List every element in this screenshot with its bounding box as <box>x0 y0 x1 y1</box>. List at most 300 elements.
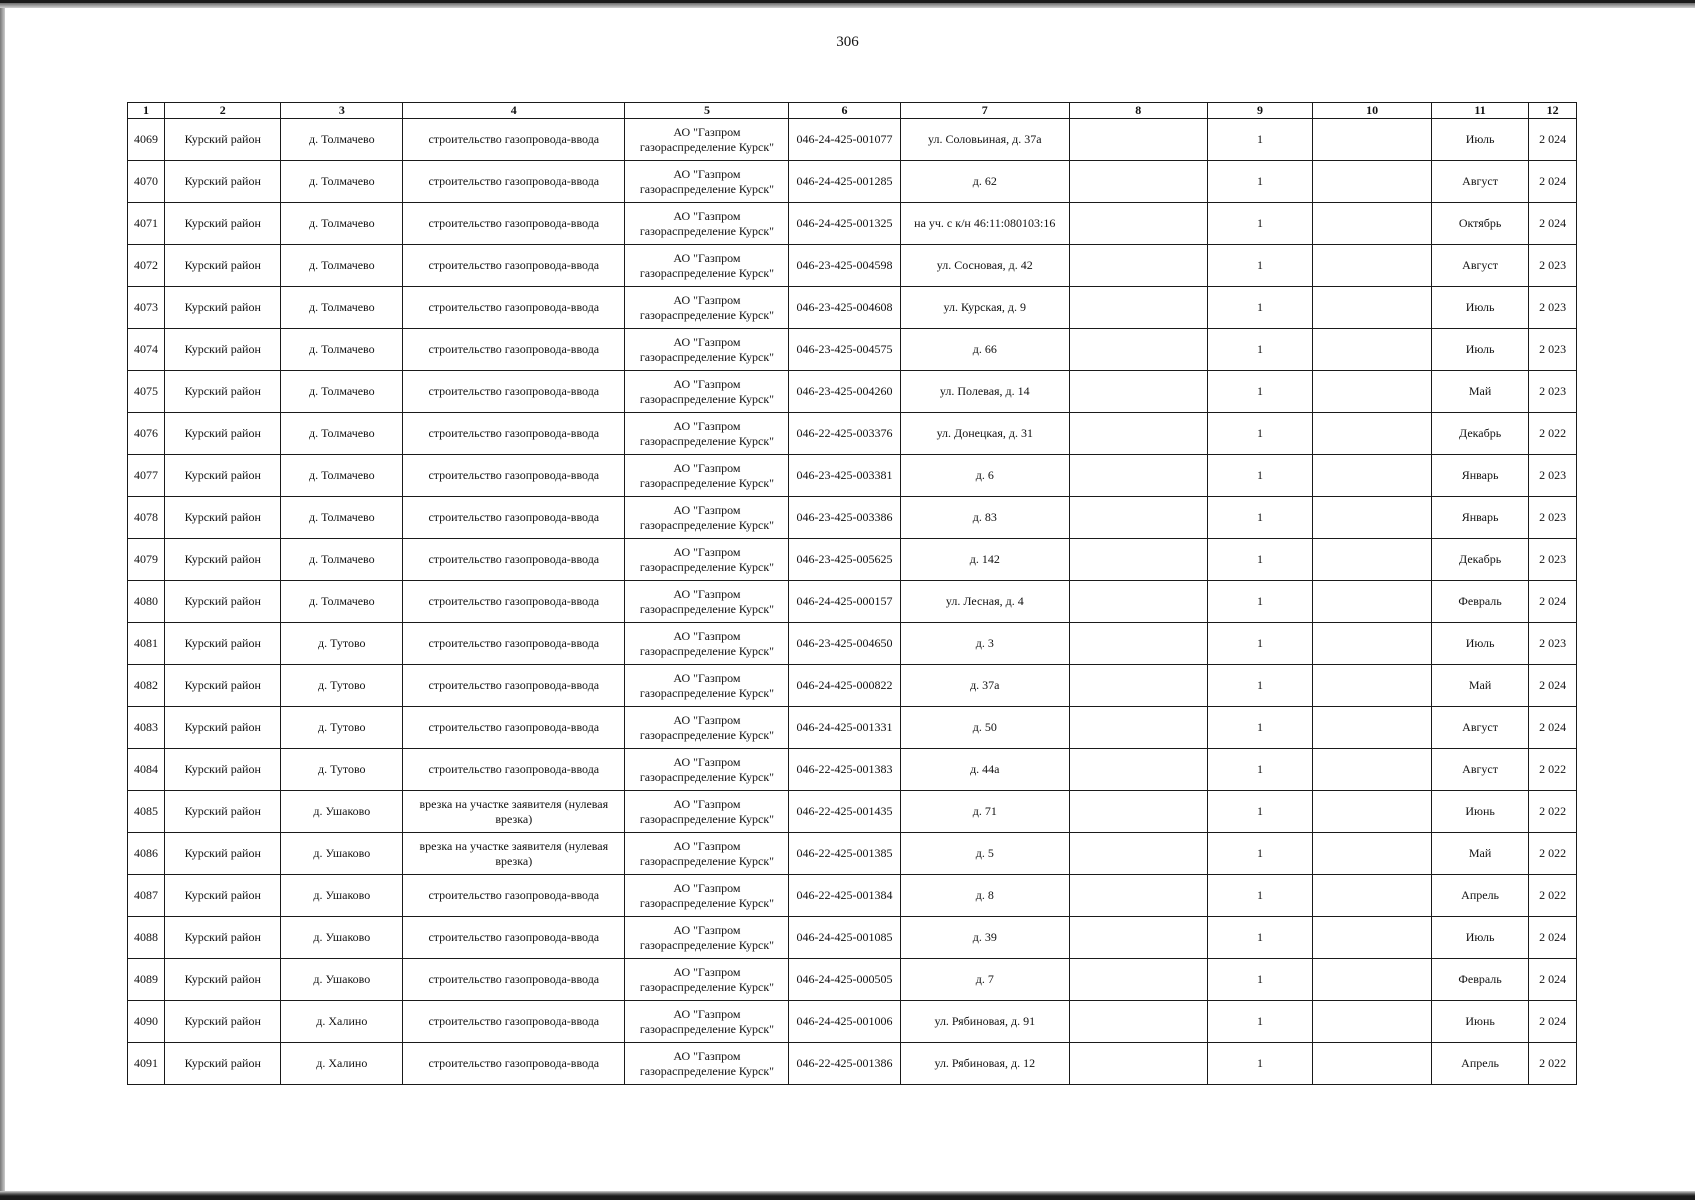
col8-value-cell <box>1069 791 1207 833</box>
application-code-cell: 046-24-425-001331 <box>789 707 900 749</box>
row-number-cell: 4074 <box>128 329 165 371</box>
district-cell: Курский район <box>165 1001 281 1043</box>
district-cell: Курский район <box>165 665 281 707</box>
quantity-cell: 1 <box>1207 791 1313 833</box>
column-header-9: 9 <box>1207 103 1313 119</box>
table-row <box>128 1043 1577 1085</box>
month-cell: Август <box>1431 245 1528 287</box>
address-cell: д. 66 <box>900 329 1069 371</box>
organization-cell: АО "Газпром газораспределение Курск" <box>625 749 789 791</box>
table-row <box>128 413 1577 455</box>
table-row <box>128 497 1577 539</box>
table-body <box>128 119 1577 1085</box>
table-row <box>128 833 1577 875</box>
col10-value-cell <box>1313 875 1432 917</box>
year-cell: 2 024 <box>1529 917 1577 959</box>
scan-edge-bottom <box>0 1191 1695 1200</box>
row-number-cell: 4073 <box>128 287 165 329</box>
row-number-cell: 4071 <box>128 203 165 245</box>
page-number: 306 <box>836 34 859 50</box>
month-cell: Апрель <box>1431 1043 1528 1085</box>
year-cell: 2 022 <box>1529 1043 1577 1085</box>
year-cell: 2 024 <box>1529 959 1577 1001</box>
application-code-cell: 046-24-425-001325 <box>789 203 900 245</box>
quantity-cell: 1 <box>1207 203 1313 245</box>
work-type-cell: строительство газопровода-ввода <box>403 203 625 245</box>
application-code-cell: 046-23-425-004260 <box>789 371 900 413</box>
settlement-cell: д. Толмачево <box>281 497 403 539</box>
work-type-cell: врезка на участке заявителя (нулевая врезка) <box>403 833 625 875</box>
settlement-cell: д. Толмачево <box>281 329 403 371</box>
month-cell: Июль <box>1431 623 1528 665</box>
row-number-cell: 4081 <box>128 623 165 665</box>
year-cell: 2 024 <box>1529 581 1577 623</box>
year-cell: 2 023 <box>1529 539 1577 581</box>
col10-value-cell <box>1313 497 1432 539</box>
organization-cell: АО "Газпром газораспределение Курск" <box>625 245 789 287</box>
year-cell: 2 023 <box>1529 287 1577 329</box>
table-row <box>128 917 1577 959</box>
table-row <box>128 161 1577 203</box>
settlement-cell: д. Толмачево <box>281 581 403 623</box>
row-number-cell: 4085 <box>128 791 165 833</box>
organization-cell: АО "Газпром газораспределение Курск" <box>625 623 789 665</box>
work-type-cell: строительство газопровода-ввода <box>403 749 625 791</box>
col10-value-cell <box>1313 119 1432 161</box>
year-cell: 2 022 <box>1529 749 1577 791</box>
address-cell: ул. Донецкая, д. 31 <box>900 413 1069 455</box>
quantity-cell: 1 <box>1207 959 1313 1001</box>
table-row <box>128 539 1577 581</box>
work-type-cell: строительство газопровода-ввода <box>403 539 625 581</box>
year-cell: 2 023 <box>1529 371 1577 413</box>
col8-value-cell <box>1069 1043 1207 1085</box>
organization-cell: АО "Газпром газораспределение Курск" <box>625 329 789 371</box>
table-row <box>128 245 1577 287</box>
settlement-cell: д. Толмачево <box>281 371 403 413</box>
col10-value-cell <box>1313 329 1432 371</box>
col10-value-cell <box>1313 707 1432 749</box>
application-code-cell: 046-22-425-001383 <box>789 749 900 791</box>
application-code-cell: 046-24-425-001077 <box>789 119 900 161</box>
col10-value-cell <box>1313 539 1432 581</box>
settlement-cell: д. Ушаково <box>281 959 403 1001</box>
table-row <box>128 1001 1577 1043</box>
table-row <box>128 329 1577 371</box>
quantity-cell: 1 <box>1207 707 1313 749</box>
table-row <box>128 119 1577 161</box>
organization-cell: АО "Газпром газораспределение Курск" <box>625 413 789 455</box>
month-cell: Декабрь <box>1431 413 1528 455</box>
col8-value-cell <box>1069 203 1207 245</box>
year-cell: 2 024 <box>1529 707 1577 749</box>
column-header-2: 2 <box>165 103 281 119</box>
header-row <box>128 103 1577 119</box>
month-cell: Февраль <box>1431 959 1528 1001</box>
address-cell: д. 44а <box>900 749 1069 791</box>
col10-value-cell <box>1313 1043 1432 1085</box>
organization-cell: АО "Газпром газораспределение Курск" <box>625 791 789 833</box>
work-type-cell: строительство газопровода-ввода <box>403 371 625 413</box>
work-type-cell: строительство газопровода-ввода <box>403 413 625 455</box>
application-code-cell: 046-23-425-003386 <box>789 497 900 539</box>
application-code-cell: 046-24-425-001006 <box>789 1001 900 1043</box>
row-number-cell: 4084 <box>128 749 165 791</box>
year-cell: 2 022 <box>1529 413 1577 455</box>
year-cell: 2 023 <box>1529 497 1577 539</box>
address-cell: д. 83 <box>900 497 1069 539</box>
col10-value-cell <box>1313 791 1432 833</box>
application-code-cell: 046-23-425-004598 <box>789 245 900 287</box>
table-row <box>128 665 1577 707</box>
work-type-cell: строительство газопровода-ввода <box>403 497 625 539</box>
col10-value-cell <box>1313 623 1432 665</box>
row-number-cell: 4070 <box>128 161 165 203</box>
settlement-cell: д. Толмачево <box>281 455 403 497</box>
application-code-cell: 046-24-425-000505 <box>789 959 900 1001</box>
col8-value-cell <box>1069 119 1207 161</box>
col10-value-cell <box>1313 203 1432 245</box>
month-cell: Июнь <box>1431 791 1528 833</box>
application-code-cell: 046-22-425-001435 <box>789 791 900 833</box>
district-cell: Курский район <box>165 959 281 1001</box>
month-cell: Июль <box>1431 917 1528 959</box>
column-header-4: 4 <box>403 103 625 119</box>
address-cell: ул. Рябиновая, д. 91 <box>900 1001 1069 1043</box>
year-cell: 2 022 <box>1529 875 1577 917</box>
month-cell: Февраль <box>1431 581 1528 623</box>
organization-cell: АО "Газпром газораспределение Курск" <box>625 455 789 497</box>
quantity-cell: 1 <box>1207 329 1313 371</box>
address-cell: д. 142 <box>900 539 1069 581</box>
address-cell: д. 8 <box>900 875 1069 917</box>
col8-value-cell <box>1069 749 1207 791</box>
month-cell: Декабрь <box>1431 539 1528 581</box>
address-cell: д. 6 <box>900 455 1069 497</box>
quantity-cell: 1 <box>1207 371 1313 413</box>
organization-cell: АО "Газпром газораспределение Курск" <box>625 875 789 917</box>
organization-cell: АО "Газпром газораспределение Курск" <box>625 203 789 245</box>
settlement-cell: д. Толмачево <box>281 203 403 245</box>
work-type-cell: строительство газопровода-ввода <box>403 329 625 371</box>
work-type-cell: строительство газопровода-ввода <box>403 287 625 329</box>
month-cell: Июль <box>1431 119 1528 161</box>
row-number-cell: 4091 <box>128 1043 165 1085</box>
settlement-cell: д. Ушаково <box>281 917 403 959</box>
year-cell: 2 024 <box>1529 203 1577 245</box>
col10-value-cell <box>1313 161 1432 203</box>
organization-cell: АО "Газпром газораспределение Курск" <box>625 371 789 413</box>
column-header-12: 12 <box>1529 103 1577 119</box>
column-header-11: 11 <box>1431 103 1528 119</box>
col10-value-cell <box>1313 287 1432 329</box>
col8-value-cell <box>1069 413 1207 455</box>
quantity-cell: 1 <box>1207 455 1313 497</box>
organization-cell: АО "Газпром газораспределение Курск" <box>625 287 789 329</box>
year-cell: 2 024 <box>1529 1001 1577 1043</box>
col8-value-cell <box>1069 623 1207 665</box>
row-number-cell: 4086 <box>128 833 165 875</box>
organization-cell: АО "Газпром газораспределение Курск" <box>625 917 789 959</box>
col10-value-cell <box>1313 749 1432 791</box>
address-cell: д. 7 <box>900 959 1069 1001</box>
quantity-cell: 1 <box>1207 1043 1313 1085</box>
column-header-5: 5 <box>625 103 789 119</box>
organization-cell: АО "Газпром газораспределение Курск" <box>625 539 789 581</box>
application-code-cell: 046-24-425-001285 <box>789 161 900 203</box>
month-cell: Май <box>1431 665 1528 707</box>
year-cell: 2 022 <box>1529 833 1577 875</box>
table-row <box>128 371 1577 413</box>
work-type-cell: строительство газопровода-ввода <box>403 623 625 665</box>
column-header-6: 6 <box>789 103 900 119</box>
work-type-cell: строительство газопровода-ввода <box>403 245 625 287</box>
col8-value-cell <box>1069 161 1207 203</box>
organization-cell: АО "Газпром газораспределение Курск" <box>625 497 789 539</box>
month-cell: Январь <box>1431 455 1528 497</box>
col10-value-cell <box>1313 581 1432 623</box>
address-cell: ул. Полевая, д. 14 <box>900 371 1069 413</box>
district-cell: Курский район <box>165 539 281 581</box>
address-cell: ул. Рябиновая, д. 12 <box>900 1043 1069 1085</box>
row-number-cell: 4090 <box>128 1001 165 1043</box>
month-cell: Июль <box>1431 329 1528 371</box>
settlement-cell: д. Толмачево <box>281 119 403 161</box>
row-number-cell: 4079 <box>128 539 165 581</box>
settlement-cell: д. Толмачево <box>281 413 403 455</box>
organization-cell: АО "Газпром газораспределение Курск" <box>625 665 789 707</box>
row-number-cell: 4075 <box>128 371 165 413</box>
quantity-cell: 1 <box>1207 497 1313 539</box>
row-number-cell: 4069 <box>128 119 165 161</box>
col8-value-cell <box>1069 581 1207 623</box>
district-cell: Курский район <box>165 119 281 161</box>
quantity-cell: 1 <box>1207 917 1313 959</box>
district-cell: Курский район <box>165 749 281 791</box>
col10-value-cell <box>1313 1001 1432 1043</box>
col8-value-cell <box>1069 329 1207 371</box>
row-number-cell: 4080 <box>128 581 165 623</box>
quantity-cell: 1 <box>1207 161 1313 203</box>
year-cell: 2 024 <box>1529 119 1577 161</box>
address-cell: д. 62 <box>900 161 1069 203</box>
col8-value-cell <box>1069 665 1207 707</box>
work-type-cell: строительство газопровода-ввода <box>403 1001 625 1043</box>
year-cell: 2 024 <box>1529 665 1577 707</box>
month-cell: Июль <box>1431 287 1528 329</box>
col10-value-cell <box>1313 833 1432 875</box>
settlement-cell: д. Халино <box>281 1043 403 1085</box>
district-cell: Курский район <box>165 329 281 371</box>
address-cell: д. 3 <box>900 623 1069 665</box>
year-cell: 2 023 <box>1529 245 1577 287</box>
district-cell: Курский район <box>165 413 281 455</box>
address-cell: д. 50 <box>900 707 1069 749</box>
col8-value-cell <box>1069 1001 1207 1043</box>
col10-value-cell <box>1313 665 1432 707</box>
organization-cell: АО "Газпром газораспределение Курск" <box>625 1001 789 1043</box>
col10-value-cell <box>1313 245 1432 287</box>
quantity-cell: 1 <box>1207 665 1313 707</box>
col8-value-cell <box>1069 707 1207 749</box>
table-row <box>128 791 1577 833</box>
row-number-cell: 4083 <box>128 707 165 749</box>
district-cell: Курский район <box>165 791 281 833</box>
settlement-cell: д. Толмачево <box>281 539 403 581</box>
district-cell: Курский район <box>165 1043 281 1085</box>
year-cell: 2 022 <box>1529 791 1577 833</box>
quantity-cell: 1 <box>1207 539 1313 581</box>
work-type-cell: строительство газопровода-ввода <box>403 119 625 161</box>
settlement-cell: д. Толмачево <box>281 245 403 287</box>
settlement-cell: д. Тутово <box>281 623 403 665</box>
col8-value-cell <box>1069 539 1207 581</box>
col8-value-cell <box>1069 287 1207 329</box>
column-header-8: 8 <box>1069 103 1207 119</box>
address-cell: ул. Курская, д. 9 <box>900 287 1069 329</box>
month-cell: Октябрь <box>1431 203 1528 245</box>
work-type-cell: строительство газопровода-ввода <box>403 665 625 707</box>
application-code-cell: 046-23-425-004575 <box>789 329 900 371</box>
application-code-cell: 046-22-425-001385 <box>789 833 900 875</box>
col8-value-cell <box>1069 917 1207 959</box>
organization-cell: АО "Газпром газораспределение Курск" <box>625 707 789 749</box>
organization-cell: АО "Газпром газораспределение Курск" <box>625 161 789 203</box>
district-cell: Курский район <box>165 203 281 245</box>
col10-value-cell <box>1313 455 1432 497</box>
row-number-cell: 4082 <box>128 665 165 707</box>
application-code-cell: 046-23-425-004650 <box>789 623 900 665</box>
col8-value-cell <box>1069 833 1207 875</box>
work-type-cell: строительство газопровода-ввода <box>403 581 625 623</box>
district-cell: Курский район <box>165 497 281 539</box>
application-code-cell: 046-22-425-003376 <box>789 413 900 455</box>
address-cell: ул. Сосновая, д. 42 <box>900 245 1069 287</box>
settlement-cell: д. Ушаково <box>281 833 403 875</box>
application-code-cell: 046-24-425-000822 <box>789 665 900 707</box>
application-code-cell: 046-24-425-000157 <box>789 581 900 623</box>
col8-value-cell <box>1069 959 1207 1001</box>
settlement-cell: д. Ушаково <box>281 875 403 917</box>
work-type-cell: строительство газопровода-ввода <box>403 161 625 203</box>
organization-cell: АО "Газпром газораспределение Курск" <box>625 833 789 875</box>
quantity-cell: 1 <box>1207 581 1313 623</box>
month-cell: Январь <box>1431 497 1528 539</box>
application-code-cell: 046-23-425-004608 <box>789 287 900 329</box>
row-number-cell: 4088 <box>128 917 165 959</box>
address-cell: д. 71 <box>900 791 1069 833</box>
organization-cell: АО "Газпром газораспределение Курск" <box>625 119 789 161</box>
table-row <box>128 875 1577 917</box>
row-number-cell: 4076 <box>128 413 165 455</box>
col8-value-cell <box>1069 875 1207 917</box>
month-cell: Август <box>1431 749 1528 791</box>
district-cell: Курский район <box>165 917 281 959</box>
district-cell: Курский район <box>165 581 281 623</box>
quantity-cell: 1 <box>1207 413 1313 455</box>
row-number-cell: 4087 <box>128 875 165 917</box>
table-row <box>128 455 1577 497</box>
application-code-cell: 046-23-425-005625 <box>789 539 900 581</box>
year-cell: 2 023 <box>1529 329 1577 371</box>
district-cell: Курский район <box>165 623 281 665</box>
col10-value-cell <box>1313 413 1432 455</box>
address-cell: ул. Лесная, д. 4 <box>900 581 1069 623</box>
work-type-cell: строительство газопровода-ввода <box>403 875 625 917</box>
row-number-cell: 4072 <box>128 245 165 287</box>
district-cell: Курский район <box>165 287 281 329</box>
row-number-cell: 4078 <box>128 497 165 539</box>
work-type-cell: строительство газопровода-ввода <box>403 455 625 497</box>
application-code-cell: 046-24-425-001085 <box>789 917 900 959</box>
application-code-cell: 046-22-425-001384 <box>789 875 900 917</box>
settlement-cell: д. Ушаково <box>281 791 403 833</box>
settlement-cell: д. Тутово <box>281 665 403 707</box>
address-cell: на уч. с к/н 46:11:080103:16 <box>900 203 1069 245</box>
quantity-cell: 1 <box>1207 119 1313 161</box>
district-cell: Курский район <box>165 245 281 287</box>
month-cell: Май <box>1431 833 1528 875</box>
year-cell: 2 024 <box>1529 161 1577 203</box>
address-cell: д. 5 <box>900 833 1069 875</box>
settlement-cell: д. Толмачево <box>281 161 403 203</box>
table-row <box>128 581 1577 623</box>
year-cell: 2 023 <box>1529 623 1577 665</box>
month-cell: Май <box>1431 371 1528 413</box>
organization-cell: АО "Газпром газораспределение Курск" <box>625 959 789 1001</box>
quantity-cell: 1 <box>1207 875 1313 917</box>
data-table <box>127 102 1577 1085</box>
application-code-cell: 046-23-425-003381 <box>789 455 900 497</box>
table-row <box>128 623 1577 665</box>
work-type-cell: строительство газопровода-ввода <box>403 959 625 1001</box>
address-cell: д. 37а <box>900 665 1069 707</box>
settlement-cell: д. Тутово <box>281 707 403 749</box>
application-code-cell: 046-22-425-001386 <box>789 1043 900 1085</box>
quantity-cell: 1 <box>1207 245 1313 287</box>
work-type-cell: врезка на участке заявителя (нулевая врезка) <box>403 791 625 833</box>
district-cell: Курский район <box>165 707 281 749</box>
settlement-cell: д. Тутово <box>281 749 403 791</box>
col8-value-cell <box>1069 245 1207 287</box>
month-cell: Апрель <box>1431 875 1528 917</box>
col10-value-cell <box>1313 959 1432 1001</box>
column-header-10: 10 <box>1313 103 1432 119</box>
organization-cell: АО "Газпром газораспределение Курск" <box>625 581 789 623</box>
table-row <box>128 959 1577 1001</box>
month-cell: Июнь <box>1431 1001 1528 1043</box>
work-type-cell: строительство газопровода-ввода <box>403 707 625 749</box>
quantity-cell: 1 <box>1207 1001 1313 1043</box>
col8-value-cell <box>1069 371 1207 413</box>
work-type-cell: строительство газопровода-ввода <box>403 917 625 959</box>
year-cell: 2 023 <box>1529 455 1577 497</box>
address-cell: ул. Соловьиная, д. 37а <box>900 119 1069 161</box>
col8-value-cell <box>1069 455 1207 497</box>
work-type-cell: строительство газопровода-ввода <box>403 1043 625 1085</box>
district-cell: Курский район <box>165 833 281 875</box>
month-cell: Август <box>1431 161 1528 203</box>
col10-value-cell <box>1313 917 1432 959</box>
table-row <box>128 203 1577 245</box>
row-number-cell: 4077 <box>128 455 165 497</box>
quantity-cell: 1 <box>1207 287 1313 329</box>
table-row <box>128 749 1577 791</box>
quantity-cell: 1 <box>1207 749 1313 791</box>
address-cell: д. 39 <box>900 917 1069 959</box>
district-cell: Курский район <box>165 455 281 497</box>
month-cell: Август <box>1431 707 1528 749</box>
